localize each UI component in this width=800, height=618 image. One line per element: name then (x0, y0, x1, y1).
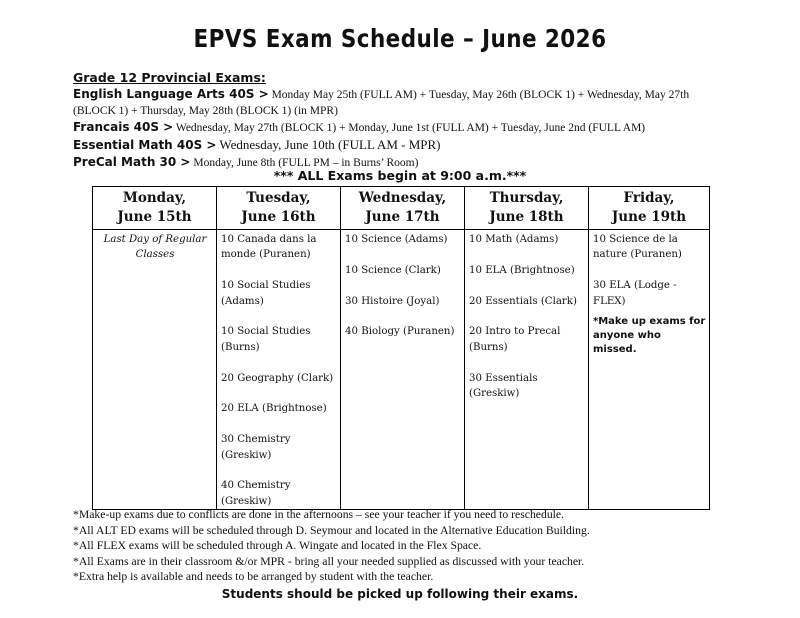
thursday-cell (465, 230, 589, 510)
exam-entry: 30 Chemistry (Greskiw) (221, 434, 291, 461)
provincial-exams-heading: Grade 12 Provincial Exams: (73, 70, 266, 85)
provincial-heading-text: Grade 12 Provincial Exams (73, 70, 261, 85)
day-date: June 19th (611, 209, 687, 225)
exam-entry: 30 ELA (Lodge - FLEX) (593, 280, 677, 307)
exam-details: Wednesday, May 27th (BLOCK 1) + Monday, June 1st (FULL AM) + Tuesday, June 2nd (FULL AM) (175, 122, 646, 135)
exam-name: Francais 40S > (73, 120, 174, 135)
exam-name: Essential Math 40S > (73, 137, 217, 152)
exam-entry: 40 Biology (Puranen) (345, 326, 455, 338)
day-name: Tuesday, (246, 190, 311, 206)
day-date: June 17th (365, 209, 440, 225)
exam-details: Monday, June 8th (FULL PM – in Burns’ Room) (193, 156, 419, 169)
exam-francais (73, 119, 733, 136)
exam-entry: 10 Math (Adams) (469, 234, 559, 245)
exam-entry: 10 Canada dans la monde (Puranen) (221, 234, 317, 261)
day-date: June 18th (489, 209, 564, 225)
footnote: *All ALT ED exams will be scheduled through D. Seymour and located in the Alternative Education Building. (73, 523, 590, 537)
exam-details: Wednesday, June 10th (FULL AM - MPR) (219, 136, 441, 152)
exam-entry: 20 ELA (Brightnose) (221, 403, 327, 415)
exam-name: English Language Arts 40S > (73, 87, 269, 101)
monday-cell (93, 230, 217, 510)
exam-entry: 30 Histoire (Joyal) (345, 295, 440, 307)
day-name: Friday, (623, 190, 675, 206)
exam-entry: 10 Social Studies (Adams) (221, 280, 311, 307)
exam-entry: 20 Geography (Clark) (221, 372, 334, 384)
day-date: June 15th (117, 209, 192, 225)
exam-details: Monday May 25th (FULL AM) + Tuesday, May 26th (BLOCK 1) + Wednesday, May 27th (BLOCK 1) + Thursday, May 28th (BLOCK 1) (in MPR) (73, 89, 690, 118)
exam-name: PreCal Math 30 > (73, 154, 191, 169)
exam-schedule-table (92, 186, 710, 510)
all-exams-begin-note: *** ALL Exams begin at 9:00 a.m.*** (273, 168, 527, 183)
day-header-wednesday (341, 187, 465, 230)
exam-entry: 30 Essentials (Greskiw) (469, 372, 538, 399)
schedule-header-row (93, 187, 710, 230)
day-name: Thursday, (489, 190, 564, 206)
exam-ela (73, 86, 733, 119)
footnotes (73, 507, 753, 585)
exam-essential-math (73, 137, 733, 154)
tuesday-cell (217, 230, 341, 510)
friday-cell (589, 230, 710, 510)
exam-entry: 20 Intro to Precal (Burns) (469, 326, 561, 353)
wednesday-cell (341, 230, 465, 510)
schedule-body-row (93, 230, 710, 510)
make-up-exams-note: *Make up exams for anyone who missed. (593, 316, 706, 356)
exam-entry: 10 Science (Adams) (345, 234, 448, 245)
last-day-note: Last Day of Regular Classes (103, 234, 207, 261)
exam-entry: 10 ELA (Brightnose) (469, 264, 575, 276)
day-header-thursday (465, 187, 589, 230)
day-date: June 16th (241, 209, 316, 225)
exam-entry: 10 Science (Clark) (345, 264, 441, 276)
exam-entry: 40 Chemistry (Greskiw) (221, 480, 291, 507)
exam-entry: 10 Social Studies (Burns) (221, 326, 311, 353)
footnote: *All Exams are in their classroom &/or MPR - bring all your needed supplied as discussed with your teacher. (73, 554, 585, 568)
day-name: Monday, (122, 190, 187, 206)
day-header-friday (589, 187, 710, 230)
page-title: EPVS Exam Schedule – June 2026 (193, 24, 607, 53)
exam-entry: 10 Science de la nature (Puranen) (593, 234, 682, 261)
footnote: *All FLEX exams will be scheduled through A. Wingate and located in the Flex Space. (73, 539, 482, 553)
exam-entry: 20 Essentials (Clark) (469, 295, 577, 307)
day-header-tuesday (217, 187, 341, 230)
footnote: *Make-up exams due to conflicts are done in the afternoons – see your teacher if you need to reschedule. (73, 508, 565, 521)
provincial-exams-section (73, 69, 733, 171)
day-name: Wednesday, (358, 190, 447, 206)
pickup-note: Students should be picked up following their exams. (221, 587, 579, 601)
footnote: *Extra help is available and needs to be arranged by student with the teacher. (73, 570, 434, 584)
day-header-monday (93, 187, 217, 230)
